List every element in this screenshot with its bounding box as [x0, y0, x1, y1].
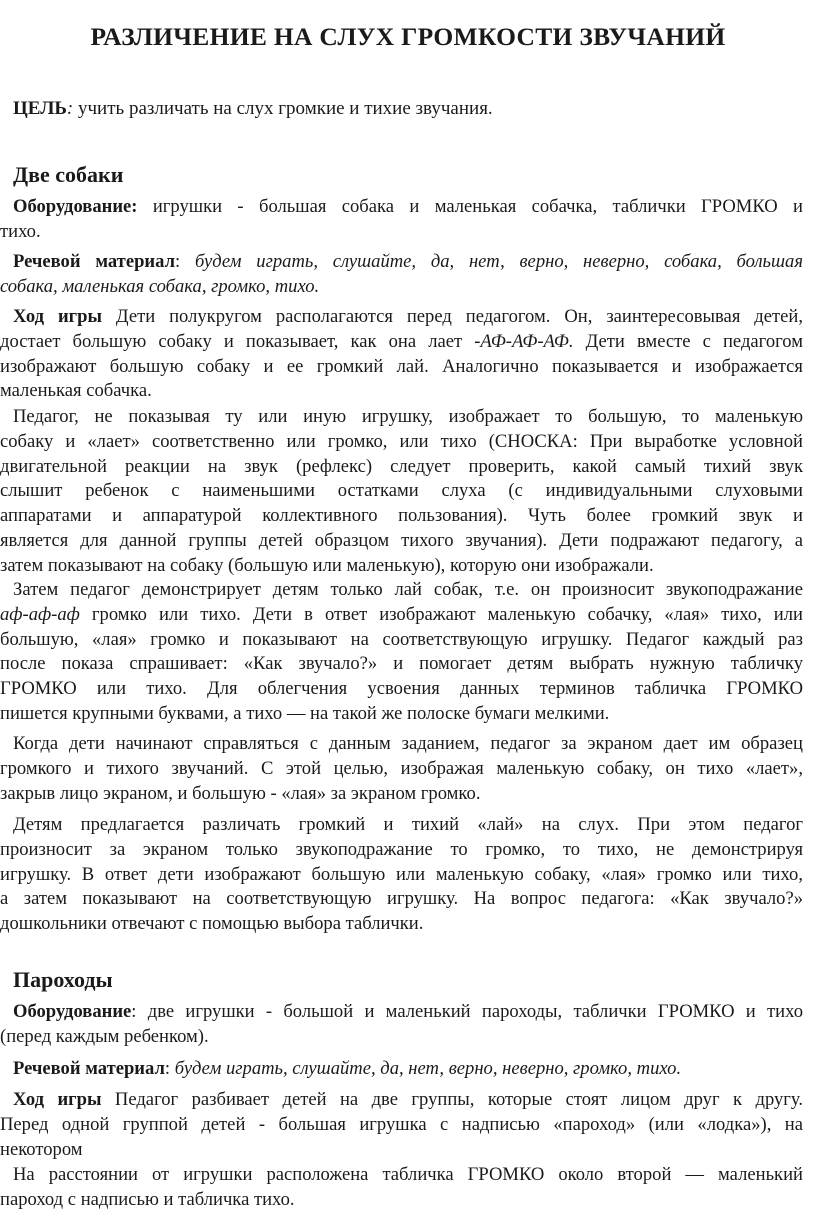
body-text: Дети вместе с педагогом — [573, 330, 803, 352]
text-line — [0, 529, 803, 554]
paragraph — [0, 195, 816, 245]
text-line — [0, 430, 803, 455]
text-line — [0, 1113, 803, 1138]
goal-line — [13, 98, 493, 120]
paragraph — [0, 305, 816, 404]
body-text: игрушку. В ответ дети изображают большую или маленькую собаку, «лая» громко или тихо, — [0, 863, 803, 885]
body-text: На расстоянии от игрушки расположена табличка ГРОМКО около второй — маленький — [13, 1164, 803, 1185]
text-line — [0, 578, 803, 603]
text-line — [0, 220, 803, 245]
bold-label: Оборудование: — [13, 196, 138, 217]
text-line — [0, 355, 803, 380]
body-text: большую, «лая» громко и показывают на соответствующую игрушку. Педагог каждый раз — [0, 628, 803, 650]
goal-text: учить различать на слух громкие и тихие звучания. — [73, 98, 493, 119]
text-line — [0, 405, 803, 430]
body-text: громкого и тихого звучаний. С этой целью, изображая маленькую собаку, он тихо «лает», — [0, 757, 803, 779]
text-line — [0, 305, 803, 330]
text-line — [0, 554, 803, 579]
body-text: Затем педагог демонстрирует детям только лай собак, т.е. он произносит звукоподражание — [13, 579, 803, 600]
text-line — [0, 652, 803, 677]
body-text: закрыв лицо экраном, и большую - «лая» за экраном громко. — [0, 782, 481, 804]
section-heading: Две собаки — [13, 162, 124, 187]
body-text: пароход с надписью и табличка тихо. — [0, 1188, 295, 1210]
text-line — [0, 330, 803, 355]
body-text: Педагог, не показывая ту или иную игрушку, изображает то большую, то маленькую — [13, 406, 803, 427]
paragraph — [0, 578, 816, 727]
bold-label: Речевой материал — [13, 1058, 165, 1079]
body-text: после показа спрашивает: «Как звучало?» и помогает детям выбрать нужную табличку — [0, 653, 803, 675]
paragraph — [0, 1163, 816, 1213]
body-text: Когда дети начинают справляться с данным заданием, педагог за экраном дает им образец — [13, 733, 803, 754]
paragraph — [0, 1057, 816, 1082]
body-text: двигательной реакции на звук (рефлекс) следует проверить, какой самый тихий звук — [0, 455, 803, 477]
italic-text: АФ-АФ-АФ. — [480, 330, 574, 352]
text-line — [0, 813, 803, 838]
paragraph — [0, 1088, 816, 1162]
text-line — [0, 275, 803, 300]
body-text: затем показывают на собаку (большую или маленькую), которую они изображали. — [0, 554, 654, 576]
body-text: Педагог разбивает детей на две группы, которые стоят лицом друг к другу. — [101, 1089, 804, 1110]
text-line — [0, 1088, 803, 1113]
text-line — [0, 455, 803, 480]
text-line — [0, 782, 803, 807]
bold-label: Оборудование — [13, 1001, 132, 1022]
text-line — [0, 603, 803, 628]
bold-label: Ход игры — [13, 1089, 102, 1110]
text-line — [0, 1000, 803, 1025]
text-line — [0, 195, 803, 220]
body-text: изображают большую собаку и ее громкий лай. Аналогично показывается и изображается — [0, 355, 803, 377]
text-line — [0, 479, 803, 504]
body-text: игрушки - большая собака и маленькая собачка, таблички ГРОМКО и — [137, 196, 803, 217]
bold-label: Ход игры — [13, 306, 102, 327]
body-text: некотором — [0, 1138, 83, 1160]
body-text: Дети полукругом располагаются перед педагогом. Он, заинтересовывая детей, — [101, 306, 803, 327]
body-text: а затем показывают на соответствующую игрушку. На вопрос педагога: «Как звучало?» — [0, 888, 803, 910]
paragraph — [0, 250, 816, 300]
body-text: : две игрушки - большой и маленький пароходы, таблички ГРОМКО и тихо — [131, 1001, 803, 1022]
goal-colon: : — [66, 98, 74, 119]
text-line — [0, 912, 803, 937]
body-text: произносит за экраном только звукоподражание то громко, то тихо, не демонстрируя — [0, 838, 803, 860]
body-text: (перед каждым ребенком). — [0, 1025, 209, 1047]
text-line — [0, 1138, 803, 1163]
text-line — [0, 628, 803, 653]
body-text: пишется крупными буквами, а тихо — на такой же полоске бумаги мелкими. — [0, 702, 610, 724]
italic-text: будем играть, слушайте, да, нет, верно, неверно, собака, большая — [194, 251, 803, 272]
section-heading: Пароходы — [13, 967, 113, 992]
text-line — [0, 1188, 803, 1213]
italic-text: аф-аф-аф — [0, 603, 80, 625]
text-line — [0, 887, 803, 912]
body-text: дошкольники отвечают с помощью выбора таблички. — [0, 913, 424, 935]
body-text: Перед одной группой детей - большая игрушка с надписью «пароход» (или «лодка»), на — [0, 1113, 803, 1135]
bold-label: Речевой материал — [13, 251, 176, 272]
paragraph — [0, 732, 816, 806]
body-text: : — [164, 1058, 175, 1079]
page-title: РАЗЛИЧЕНИЕ НА СЛУХ ГРОМКОСТИ ЗВУЧАНИЙ — [90, 22, 726, 51]
text-line — [0, 504, 803, 529]
goal-label: ЦЕЛЬ — [13, 98, 67, 119]
body-text: слышит ребенок с наименьшими остатками слуха (с индивидуальными слуховыми — [0, 480, 803, 502]
body-text: является для данной группы детей образцом тихого звучания). Дети подражают педагогу, а — [0, 529, 803, 551]
body-text: громко или тихо. Дети в ответ изображают маленькую собачку, «лая» тихо, или — [79, 603, 803, 625]
text-line — [0, 1163, 803, 1188]
paragraph — [0, 405, 816, 579]
paragraph — [0, 813, 816, 937]
body-text: достает большую собаку и показывает, как она лает - — [0, 330, 481, 352]
body-text: Детям предлагается различать громкий и тихий «лай» на слух. При этом педагог — [13, 814, 803, 835]
text-line — [0, 863, 803, 888]
body-text: собаку и «лает» соответственно или громко, или тихо (СНОСКА: При выработке условной — [0, 430, 803, 452]
body-text: : — [175, 251, 195, 272]
body-text: тихо. — [0, 220, 41, 242]
text-line — [0, 677, 803, 702]
text-line — [0, 379, 803, 404]
italic-text: собака, маленькая собака, громко, тихо. — [0, 275, 320, 297]
text-line — [0, 702, 803, 727]
body-text: ГРОМКО или тихо. Для облегчения усвоения данных терминов табличка ГРОМКО — [0, 678, 803, 700]
body-text: маленькая собачка. — [0, 380, 152, 402]
text-line — [0, 732, 803, 757]
italic-text: будем играть, слушайте, да, нет, верно, неверно, громко, тихо. — [174, 1058, 682, 1079]
text-line — [0, 1057, 803, 1082]
text-line — [0, 1025, 803, 1050]
paragraph — [0, 1000, 816, 1050]
body-text: аппаратами и аппаратурой коллективного пользования). Чуть более громкий звук и — [0, 505, 803, 527]
text-line — [0, 838, 803, 863]
text-line — [0, 757, 803, 782]
text-line — [0, 250, 803, 275]
